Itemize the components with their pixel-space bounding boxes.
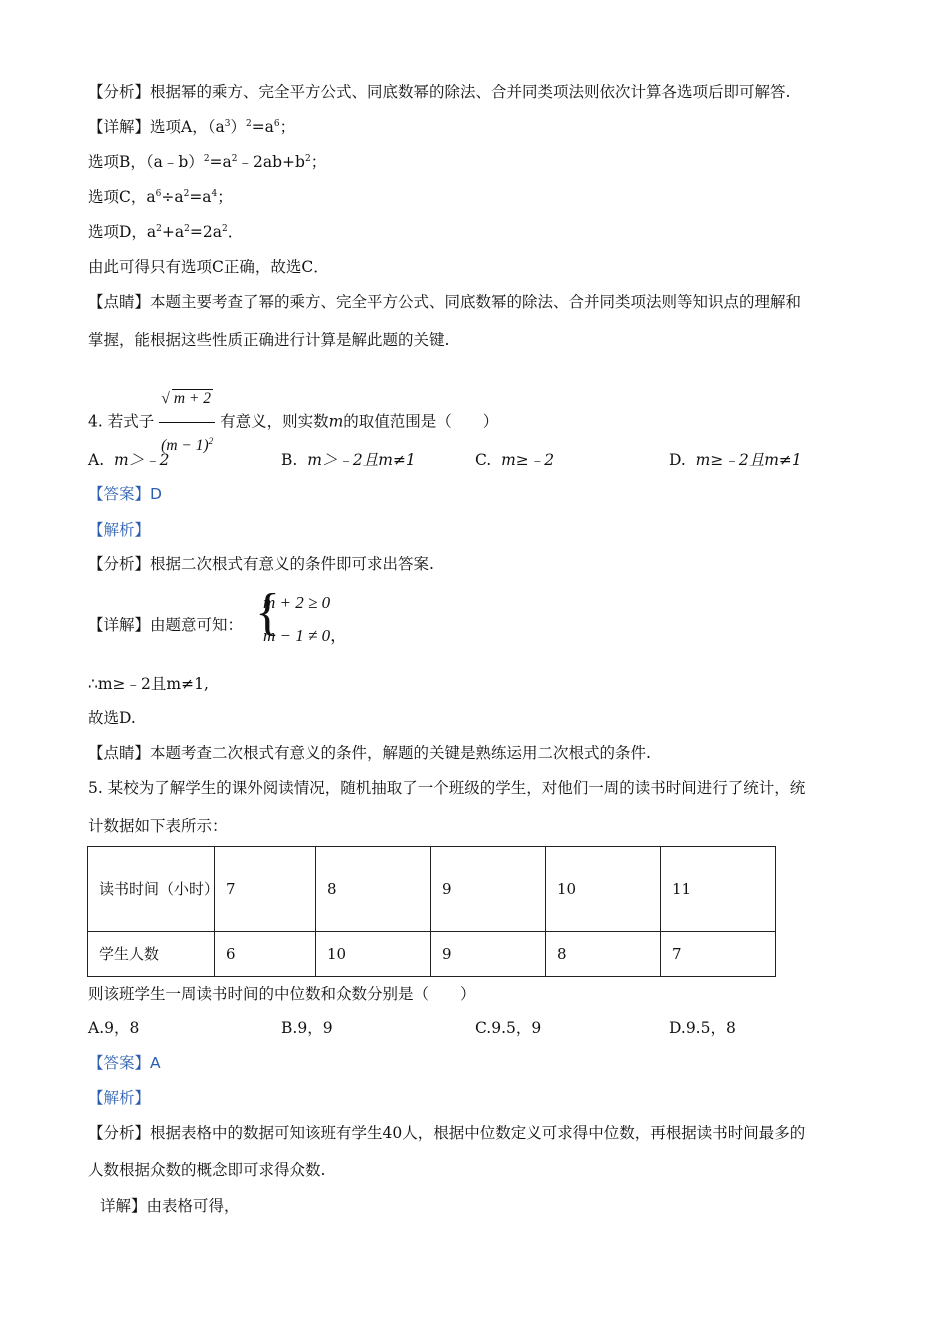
q4-analysis xyxy=(88,553,434,575)
option-text: 9.5，8 xyxy=(685,1019,736,1037)
q5-analysis-line1 xyxy=(88,1122,805,1144)
exponent: 2 xyxy=(183,189,190,199)
q4-explain-tag: 【解析】 xyxy=(88,521,151,539)
exponent: 2 xyxy=(208,436,214,446)
detail-text: 由题意可知： xyxy=(150,616,244,634)
answer-tag: 【答案】 xyxy=(88,1054,151,1072)
q3-detail-b xyxy=(88,151,326,173)
option-text: m＞﹣2且m≠1 xyxy=(307,451,416,469)
math-text: =a xyxy=(209,153,232,171)
math-text: =2a xyxy=(189,223,222,241)
table-cell: 9 xyxy=(431,932,546,977)
equation-line: m + 2 ≥ 0 xyxy=(263,593,331,612)
q4-detail xyxy=(88,614,243,636)
option-text: m＞﹣2 xyxy=(113,451,170,469)
answer-value: D xyxy=(150,485,162,503)
q4-comment xyxy=(88,742,651,764)
exponent: 2 xyxy=(231,154,238,164)
table-header-cell: 读书时间（小时） xyxy=(88,847,215,932)
option-label: A. xyxy=(88,1019,105,1037)
q3-detail-d xyxy=(88,221,243,243)
exponent: 6 xyxy=(155,189,162,199)
exponent: 3 xyxy=(224,119,231,129)
q4-therefore: ∴m≥﹣2且m≠1, xyxy=(88,675,209,693)
math-text: 选项A，（a xyxy=(150,118,225,136)
analysis-text: 根据表格中的数据可知该班有学生40人，根据中位数定义可求得中位数，再根据读书时间最多的 xyxy=(150,1124,806,1142)
table-header-cell: 学生人数 xyxy=(88,932,215,977)
table-cell: 9 xyxy=(431,847,546,932)
q4-option-d[interactable] xyxy=(669,449,802,471)
detail-tag: 【详解】 xyxy=(88,616,151,634)
math-text: 选项B，（a﹣b） xyxy=(88,153,204,171)
table-cell: 8 xyxy=(316,847,431,932)
q3-analysis xyxy=(88,81,790,103)
q3-comment-line1 xyxy=(88,291,801,313)
math-text: +a xyxy=(161,223,185,241)
option-label: A. xyxy=(88,451,105,469)
option-text: m≥﹣2 xyxy=(501,451,555,469)
q5-option-c[interactable] xyxy=(475,1017,541,1039)
q5-explain-tag: 【解析】 xyxy=(88,1089,151,1107)
option-label: D. xyxy=(669,451,686,469)
math-text: ） xyxy=(230,118,246,136)
table-cell: 11 xyxy=(661,847,776,932)
table-cell: 10 xyxy=(316,932,431,977)
q5-answer xyxy=(88,1052,161,1074)
exponent: 6 xyxy=(273,119,280,129)
exponent: 2 xyxy=(304,154,311,164)
stem-text: 4. 若式子 xyxy=(88,412,155,431)
q3-detail-c xyxy=(88,186,233,208)
comment-tag: 【点睛】 xyxy=(88,744,151,762)
table-row xyxy=(88,932,776,977)
q3-comment-line2: 掌握，能根据这些性质正确进行计算是解此题的关键. xyxy=(88,331,450,349)
stem-text: 有意义，则实数 xyxy=(220,412,329,431)
math-text: ÷a xyxy=(161,188,184,206)
exponent: 2 xyxy=(221,224,228,234)
brace-symbol: { xyxy=(255,584,280,641)
math-text: ﹣2ab+b xyxy=(237,153,305,171)
option-text: 9.5，9 xyxy=(491,1019,542,1037)
equation-text: m − 1 ≠ 0 xyxy=(263,626,331,645)
exponent: 2 xyxy=(184,224,190,234)
option-text: m≥﹣2且m≠1 xyxy=(695,451,802,469)
stem-text: 的取值范围是（ ） xyxy=(343,412,499,431)
q5-option-d[interactable] xyxy=(669,1017,736,1039)
math-text: 选项C，a xyxy=(88,188,156,206)
variable: m xyxy=(328,412,344,431)
table-cell: 10 xyxy=(546,847,661,932)
option-label: C. xyxy=(475,451,492,469)
q5-detail: 详解】由表格可得， xyxy=(100,1197,240,1215)
analysis-tag: 【分析】 xyxy=(88,83,151,101)
answer-tag: 【答案】 xyxy=(88,485,151,503)
q4-option-c[interactable] xyxy=(475,449,554,471)
exponent: 2 xyxy=(245,119,252,129)
q5-option-b[interactable] xyxy=(281,1017,333,1039)
comment-text: 本题考查二次根式有意义的条件，解题的关键是熟练运用二次根式的条件. xyxy=(150,744,651,762)
analysis-tag: 【分析】 xyxy=(88,555,151,573)
answer-value: A xyxy=(150,1054,161,1072)
math-text: ； xyxy=(310,153,327,171)
reading-time-table xyxy=(87,846,776,977)
exponent: 2 xyxy=(203,154,210,164)
q4-answer xyxy=(88,483,162,505)
table-cell: 7 xyxy=(215,847,316,932)
table-cell: 8 xyxy=(546,932,661,977)
analysis-text: 根据二次根式有意义的条件即可求出答案. xyxy=(150,555,434,573)
option-text: 9，8 xyxy=(104,1019,140,1037)
q3-detail-a xyxy=(88,116,295,138)
analysis-text: 根据幂的乘方、完全平方公式、同底数幂的除法、合并同类项法则依次计算各选项后即可解答. xyxy=(150,83,791,101)
analysis-tag: 【分析】 xyxy=(88,1124,151,1142)
radicand: m + 2 xyxy=(173,390,211,407)
table-row xyxy=(88,847,776,932)
q5-question: 则该班学生一周读书时间的中位数和众数分别是（ ） xyxy=(88,985,476,1003)
comment-tag: 【点睛】 xyxy=(88,293,151,311)
math-text: ； xyxy=(217,188,233,206)
punctuation: ， xyxy=(330,626,348,645)
option-label: B. xyxy=(281,1019,298,1037)
q5-stem-line1: 5. 某校为了解学生的课外阅读情况，随机抽取了一个班级的学生，对他们一周的读书时间进行了统计，统 xyxy=(88,779,806,797)
q4-option-b[interactable] xyxy=(281,449,416,471)
table-cell: 6 xyxy=(215,932,316,977)
comment-text: 本题主要考查了幂的乘方、完全平方公式、同底数幂的除法、合并同类项法则等知识点的理解和 xyxy=(150,293,802,311)
q3-conclusion: 由此可得只有选项C正确，故选C． xyxy=(88,258,329,276)
option-text: 9，9 xyxy=(297,1019,333,1037)
option-label: D. xyxy=(669,1019,686,1037)
exponent: 2 xyxy=(156,224,162,234)
q5-analysis-line2: 人数根据众数的概念即可求得众数. xyxy=(88,1161,326,1179)
exponent: 4 xyxy=(211,189,218,199)
q5-stem-line2: 计数据如下表所示： xyxy=(88,817,228,835)
equation-line xyxy=(263,621,347,646)
q4-option-a[interactable] xyxy=(88,449,170,471)
option-label: C. xyxy=(475,1019,492,1037)
math-text: ； xyxy=(279,118,296,136)
fraction-numerator: √ m + 2 xyxy=(159,376,215,423)
math-text: ． xyxy=(227,223,244,241)
table-cell: 7 xyxy=(661,932,776,977)
q4-choose: 故选D. xyxy=(88,709,136,727)
denominator-text: (m − 1) xyxy=(161,437,209,454)
q5-option-a[interactable] xyxy=(88,1017,139,1039)
option-label: B. xyxy=(281,451,298,469)
math-text: =a xyxy=(189,188,212,206)
math-text: =a xyxy=(251,118,274,136)
detail-tag: 【详解】 xyxy=(88,118,151,136)
math-text: 选项D，a xyxy=(88,223,157,241)
